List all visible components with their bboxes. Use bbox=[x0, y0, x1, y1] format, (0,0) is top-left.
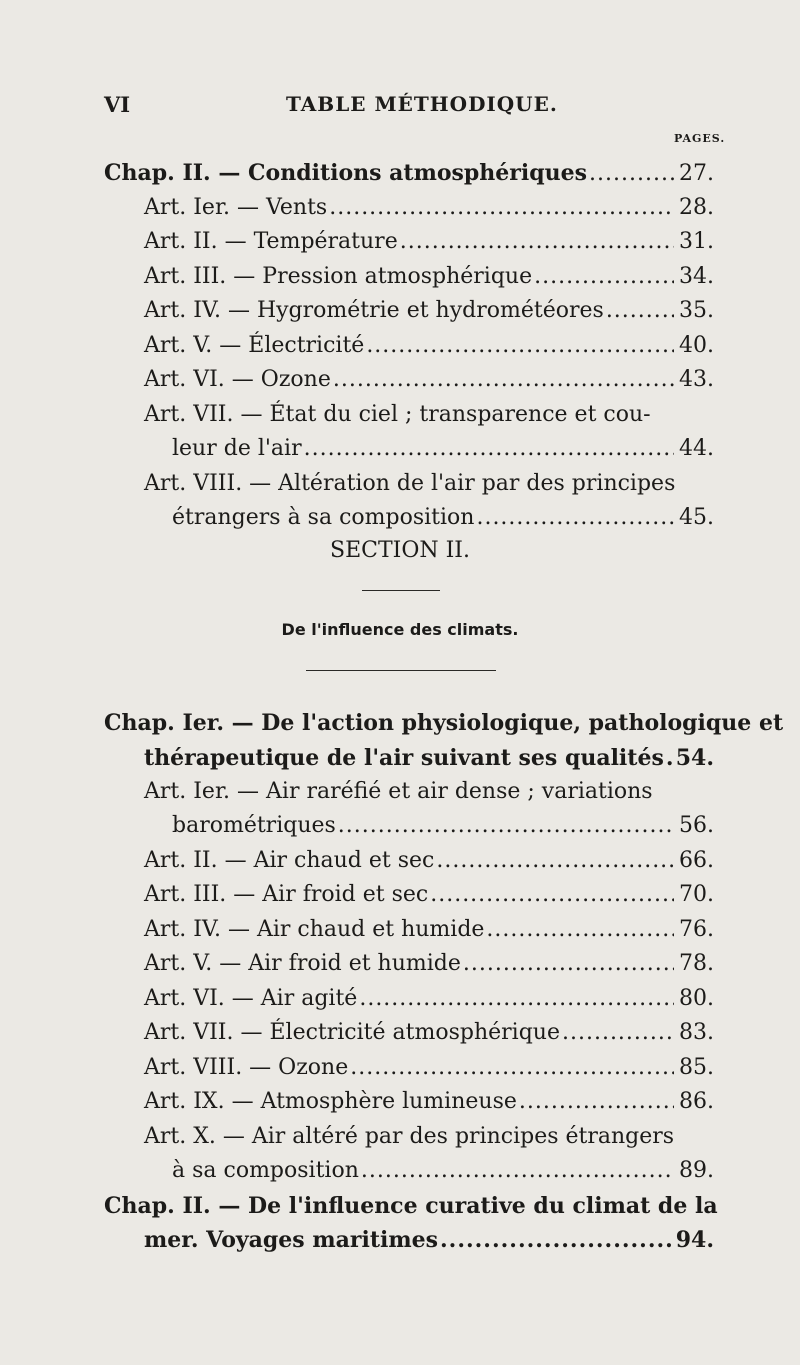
page-number: 76. bbox=[679, 917, 714, 942]
article-title: Art. IX. — Atmosphère lumineuse bbox=[144, 1089, 517, 1114]
page-number: 66. bbox=[679, 848, 714, 873]
page-number: 31. bbox=[679, 229, 714, 254]
article-title: Art. II. — Air chaud et sec bbox=[144, 848, 435, 873]
page-number: 40. bbox=[679, 333, 714, 358]
chapter-title-line-2: thérapeutique de l'air suivant ses qualités bbox=[144, 745, 664, 771]
dot-leader bbox=[350, 1055, 674, 1080]
dot-leader bbox=[606, 298, 674, 323]
page-number: 44. bbox=[679, 436, 714, 461]
toc-article-entry bbox=[144, 264, 714, 289]
dot-leader bbox=[359, 986, 674, 1011]
page-number: 54. bbox=[675, 745, 714, 771]
chapter-title-line-1: Chap. II. — De l'influence curative du climat de la bbox=[104, 1193, 718, 1219]
toc-article-entry bbox=[172, 813, 714, 838]
toc-chapter-entry bbox=[144, 745, 714, 771]
dot-leader bbox=[519, 1089, 674, 1114]
article-title-line-2: à sa composition bbox=[172, 1158, 359, 1183]
dot-leader bbox=[440, 1227, 674, 1253]
dot-leader bbox=[361, 1158, 674, 1183]
article-title: Art. VI. — Air agité bbox=[144, 986, 358, 1011]
toc-article-entry bbox=[144, 298, 714, 323]
article-title-line-1: Art. X. — Air altéré par des principes étrangers bbox=[144, 1124, 675, 1149]
page-number: 34. bbox=[679, 264, 714, 289]
article-title-line-2: étrangers à sa composition bbox=[172, 505, 475, 530]
chapter-title-line-2: mer. Voyages maritimes bbox=[144, 1227, 439, 1253]
page-number: 86. bbox=[679, 1089, 714, 1114]
toc-article-entry bbox=[144, 1020, 714, 1045]
toc-article-entry bbox=[144, 333, 714, 358]
dot-leader bbox=[304, 436, 674, 461]
page-number: 80. bbox=[679, 986, 714, 1011]
toc-article-entry bbox=[144, 917, 714, 942]
folio-number: VI bbox=[104, 92, 131, 117]
page-header bbox=[104, 92, 714, 122]
toc-article-entry bbox=[144, 367, 714, 392]
toc-chapter-entry bbox=[104, 160, 714, 186]
dot-leader bbox=[436, 848, 674, 873]
toc-article-entry bbox=[144, 848, 714, 873]
page-number: 28. bbox=[679, 195, 714, 220]
toc-article-entry bbox=[144, 1055, 714, 1080]
section-subtitle: De l'influence des climats. bbox=[281, 620, 519, 639]
dot-leader bbox=[366, 333, 674, 358]
toc-article-entry bbox=[144, 882, 714, 907]
short-rule bbox=[362, 590, 440, 591]
dot-leader bbox=[562, 1020, 674, 1045]
article-title-line-2: barométriques bbox=[172, 813, 336, 838]
toc-article-entry bbox=[172, 436, 714, 461]
article-title: Art. IV. — Air chaud et humide bbox=[144, 917, 485, 942]
toc-article-entry bbox=[144, 951, 714, 976]
article-title-line-1: Art. VIII. — Altération de l'air par des principes bbox=[144, 471, 676, 496]
page-number: 85. bbox=[679, 1055, 714, 1080]
toc-article-entry bbox=[144, 986, 714, 1011]
article-title: Art. II. — Température bbox=[144, 229, 398, 254]
dot-leader bbox=[666, 745, 674, 771]
article-title: Art. III. — Pression atmosphérique bbox=[144, 264, 533, 289]
dot-leader bbox=[338, 813, 674, 838]
chapter-title: Chap. II. — Conditions atmosphériques bbox=[104, 160, 588, 186]
dot-leader bbox=[329, 195, 674, 220]
page-number: 35. bbox=[679, 298, 714, 323]
page-number: 94. bbox=[675, 1227, 714, 1253]
chapter-title-line-1: Chap. Ier. — De l'action physiologique, pathologique et bbox=[104, 710, 784, 736]
dot-leader bbox=[589, 161, 674, 186]
article-title-line-2: leur de l'air bbox=[172, 436, 302, 461]
dot-leader bbox=[430, 882, 674, 907]
article-title: Art. III. — Air froid et sec bbox=[144, 882, 429, 907]
page-number: 70. bbox=[679, 882, 714, 907]
toc-article-entry bbox=[144, 229, 714, 254]
toc-article-entry bbox=[144, 1089, 714, 1114]
page-number: 43. bbox=[679, 367, 714, 392]
article-title-line-1: Art. VII. — État du ciel ; transparence et cou- bbox=[144, 402, 651, 427]
article-title: Art. V. — Air froid et humide bbox=[144, 951, 461, 976]
toc-article-entry bbox=[172, 1158, 714, 1183]
dot-leader bbox=[486, 917, 674, 942]
toc-article-entry bbox=[144, 195, 714, 220]
running-title: TABLE MÉTHODIQUE. bbox=[286, 92, 558, 116]
page-number: 83. bbox=[679, 1020, 714, 1045]
pages-column-label: PAGES. bbox=[674, 132, 726, 145]
article-title: Art. Ier. — Vents bbox=[144, 195, 328, 220]
article-title: Art. VII. — Électricité atmosphérique bbox=[144, 1020, 560, 1045]
page-number: 56. bbox=[679, 813, 714, 838]
article-title: Art. VIII. — Ozone bbox=[144, 1055, 349, 1080]
dot-leader bbox=[476, 505, 674, 530]
page-number: 45. bbox=[679, 505, 714, 530]
dot-leader bbox=[333, 367, 674, 392]
dot-leader bbox=[534, 264, 674, 289]
dot-leader bbox=[400, 229, 674, 254]
dot-leader bbox=[463, 951, 674, 976]
toc-article-entry bbox=[172, 505, 714, 530]
long-rule bbox=[306, 670, 496, 671]
page-number: 27. bbox=[679, 161, 714, 186]
article-title: Art. IV. — Hygrométrie et hydrométéores bbox=[144, 298, 604, 323]
page-number: 89. bbox=[679, 1158, 714, 1183]
article-title-line-1: Art. Ier. — Air raréfié et air dense ; variations bbox=[144, 779, 653, 804]
page-number: 78. bbox=[679, 951, 714, 976]
toc-chapter-entry bbox=[144, 1227, 714, 1253]
article-title: Art. VI. — Ozone bbox=[144, 367, 331, 392]
section-title: SECTION II. bbox=[330, 538, 470, 563]
article-title: Art. V. — Électricité bbox=[144, 333, 365, 358]
